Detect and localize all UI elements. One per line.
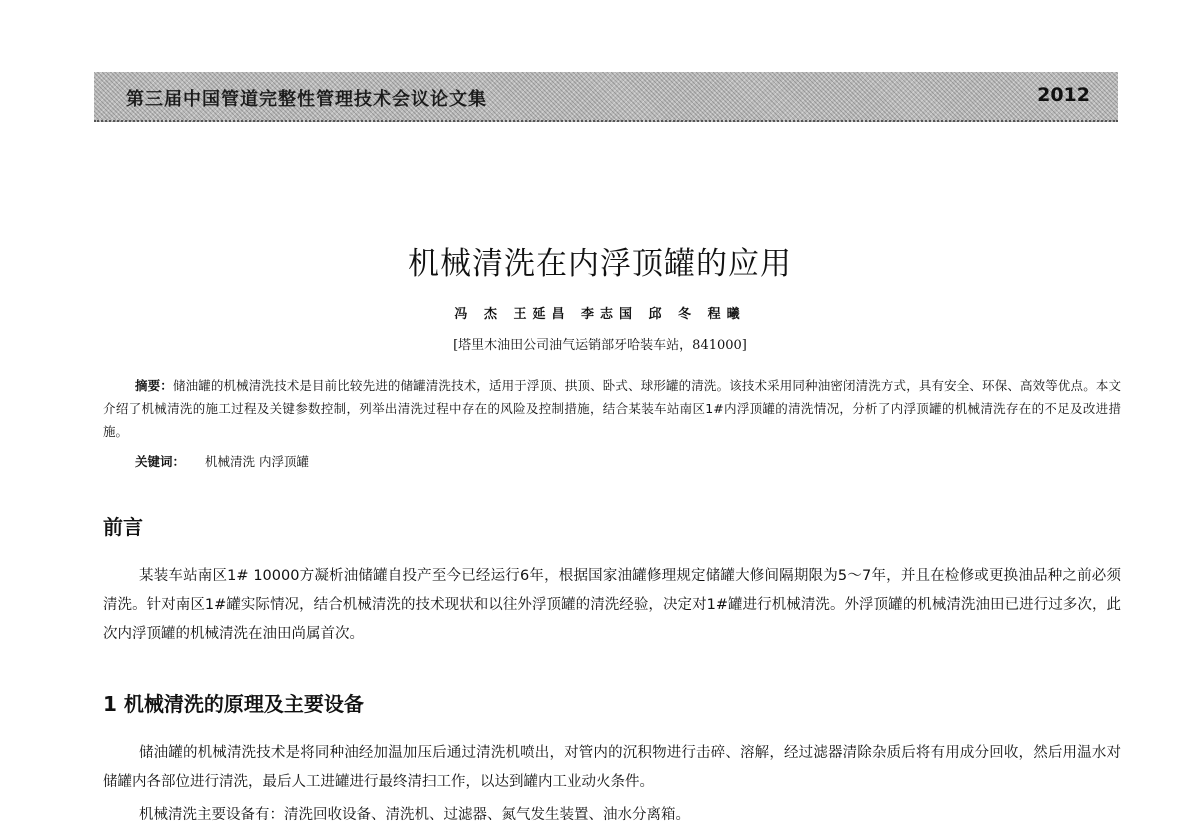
abstract: [103, 374, 1121, 443]
keywords-text: 机械清洗 内浮顶罐: [205, 454, 309, 469]
keywords: [135, 452, 309, 470]
abstract-label: 摘要：: [135, 378, 173, 393]
section-heading-preface: 前言: [103, 515, 143, 539]
abstract-text: 储油罐的机械清洗技术是目前比较先进的储罐清洗技术，适用于浮顶、拱顶、卧式、球形罐的清洗。该技术采用同种油密闭清洗方式，具有安全、环保、高效等优点。本文介绍了机械清洗的施工过程及关键参数控制，列举出清洗过程中存在的风险及控制措施，结合某装车站南区1#内浮顶罐的清洗情况，分析了内浮顶罐的机械清洗存在的不足及改进措施。: [103, 378, 1121, 439]
proceedings-title: 第三届中国管道完整性管理技术会议论文集: [126, 89, 487, 110]
equipment-list-paragraph: 机械清洗主要设备有：清洗回收设备、清洗机、过滤器、氮气发生装置、油水分离箱。: [139, 807, 690, 823]
principle-paragraph: 储油罐的机械清洗技术是将同种油经加温加压后通过清洗机喷出，对管内的沉积物进行击碎、溶解，经过滤器清除杂质后将有用成分回收，然后用温水对储罐内各部位进行清洗，最后人工进罐进行最终清扫工作，以达到罐内工业动火条件。: [103, 745, 1121, 790]
paper-affiliation: [塔里木油田公司油气运销部牙哈装车站，841000]: [453, 338, 747, 353]
paper-title: 机械清洗在内浮顶罐的应用: [408, 246, 792, 282]
proceedings-year: 2012: [1037, 84, 1090, 106]
section-heading-principle: 1 机械清洗的原理及主要设备: [103, 692, 364, 716]
proceedings-header-banner: [94, 72, 1118, 122]
preface-paragraph: 某装车站南区1# 10000方凝析油储罐自投产至今已经运行6年，根据国家油罐修理规定储罐大修间隔期限为5～7年，并且在检修或更换油品种之前必须清洗。针对南区1#罐实际情况，结合机械清洗的技术现状和以往外浮顶罐的清洗经验，决定对1#罐进行机械清洗。外浮顶罐的机械清洗油田已进行过多次，此次内浮顶罐的机械清洗在油田尚属首次。: [103, 568, 1121, 642]
keywords-label: 关键词：: [135, 454, 186, 469]
paper-authors: 冯 杰 王延昌 李志国 邱 冬 程曦: [454, 307, 746, 322]
